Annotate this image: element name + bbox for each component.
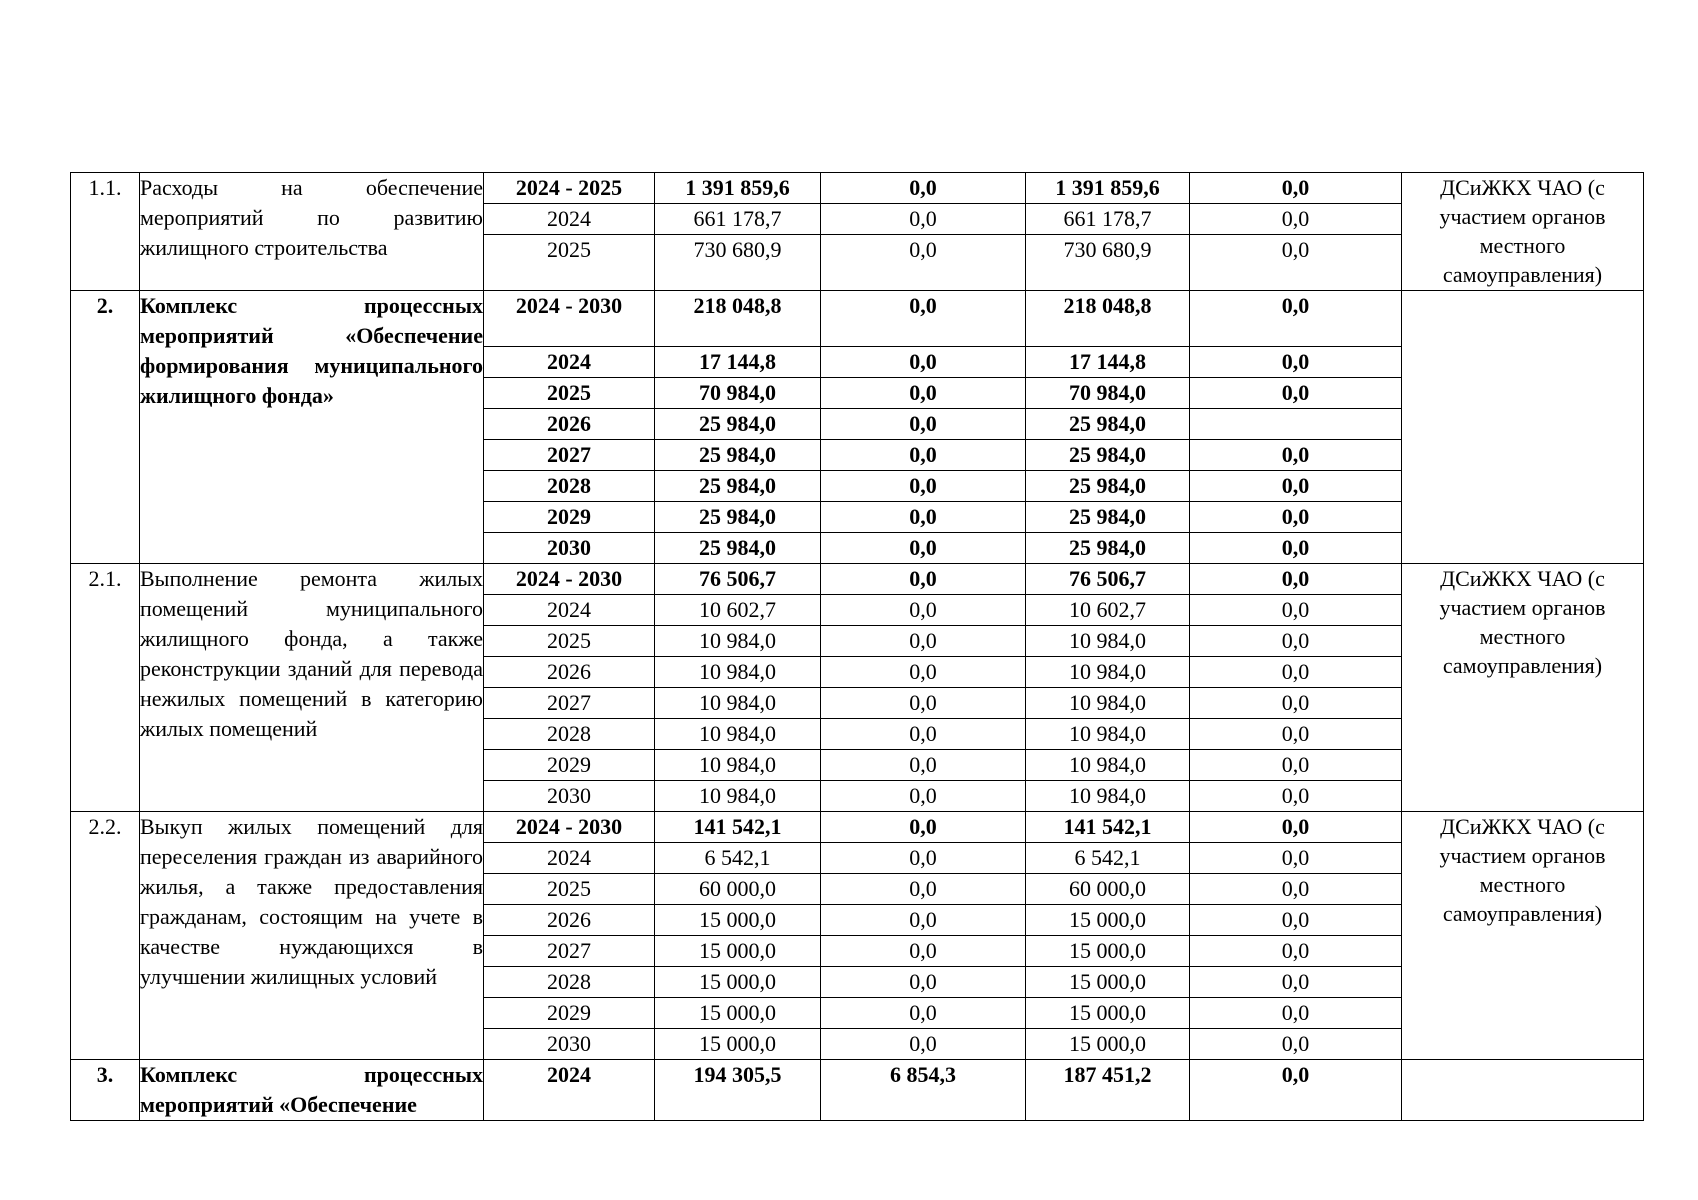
total-cell: 10 602,7: [655, 595, 821, 626]
district-budget-cell: 1 391 859,6: [1026, 173, 1190, 204]
responsible-executor: [1402, 291, 1644, 564]
period-cell: 2028: [484, 471, 655, 502]
federal-budget-cell: 0,0: [821, 657, 1026, 688]
local-budget-cell: 0,0: [1190, 378, 1402, 409]
federal-budget-cell: 0,0: [821, 626, 1026, 657]
district-budget-cell: 60 000,0: [1026, 874, 1190, 905]
period-cell: 2025: [484, 235, 655, 291]
item-name: Расходы на обеспечение мероприятий по развитию жилищного строительства: [140, 173, 484, 291]
period-cell: 2028: [484, 967, 655, 998]
period-cell: 2024: [484, 843, 655, 874]
period-cell: 2030: [484, 1029, 655, 1060]
period-cell: 2024: [484, 595, 655, 626]
total-cell: 6 542,1: [655, 843, 821, 874]
district-budget-cell: 25 984,0: [1026, 471, 1190, 502]
federal-budget-cell: 6 854,3: [821, 1060, 1026, 1121]
local-budget-cell: 0,0: [1190, 291, 1402, 347]
federal-budget-cell: 0,0: [821, 905, 1026, 936]
total-cell: 15 000,0: [655, 998, 821, 1029]
total-cell: 15 000,0: [655, 1029, 821, 1060]
item-name: Выполнение ремонта жилых помещений муниципального жилищного фонда, а также реконструкции зданий для перевода нежилых помещений в категорию жилых помещений: [140, 564, 484, 812]
period-cell: 2030: [484, 781, 655, 812]
federal-budget-cell: 0,0: [821, 378, 1026, 409]
local-budget-cell: 0,0: [1190, 440, 1402, 471]
local-budget-cell: 0,0: [1190, 688, 1402, 719]
district-budget-cell: 15 000,0: [1026, 998, 1190, 1029]
district-budget-cell: 187 451,2: [1026, 1060, 1190, 1121]
district-budget-cell: 25 984,0: [1026, 409, 1190, 440]
item-name: Комплекс процессных мероприятий «Обеспечение: [140, 1060, 484, 1121]
district-budget-cell: 661 178,7: [1026, 204, 1190, 235]
total-cell: 15 000,0: [655, 967, 821, 998]
table-row: [71, 812, 1644, 843]
federal-budget-cell: 0,0: [821, 440, 1026, 471]
total-cell: 1 391 859,6: [655, 173, 821, 204]
period-cell: 2025: [484, 874, 655, 905]
local-budget-cell: 0,0: [1190, 347, 1402, 378]
local-budget-cell: 0,0: [1190, 936, 1402, 967]
federal-budget-cell: 0,0: [821, 471, 1026, 502]
district-budget-cell: 15 000,0: [1026, 967, 1190, 998]
total-cell: 15 000,0: [655, 905, 821, 936]
federal-budget-cell: 0,0: [821, 967, 1026, 998]
period-cell: 2025: [484, 378, 655, 409]
period-cell: 2026: [484, 905, 655, 936]
local-budget-cell: 0,0: [1190, 781, 1402, 812]
local-budget-cell: 0,0: [1190, 564, 1402, 595]
total-cell: 218 048,8: [655, 291, 821, 347]
table-row: [71, 564, 1644, 595]
local-budget-cell: 0,0: [1190, 750, 1402, 781]
total-cell: 194 305,5: [655, 1060, 821, 1121]
district-budget-cell: 10 602,7: [1026, 595, 1190, 626]
period-cell: 2026: [484, 409, 655, 440]
total-cell: 730 680,9: [655, 235, 821, 291]
total-cell: 10 984,0: [655, 657, 821, 688]
federal-budget-cell: 0,0: [821, 998, 1026, 1029]
responsible-executor: ДСиЖКХ ЧАО (с участием органов местного самоуправления): [1402, 564, 1644, 812]
local-budget-cell: 0,0: [1190, 204, 1402, 235]
district-budget-cell: 141 542,1: [1026, 812, 1190, 843]
district-budget-cell: 10 984,0: [1026, 719, 1190, 750]
district-budget-cell: 15 000,0: [1026, 905, 1190, 936]
item-number: 2.: [71, 291, 140, 564]
local-budget-cell: 0,0: [1190, 173, 1402, 204]
table-row: [71, 291, 1644, 347]
table-row: [71, 173, 1644, 204]
period-cell: 2024: [484, 1060, 655, 1121]
item-number: 2.2.: [71, 812, 140, 1060]
responsible-executor: ДСиЖКХ ЧАО (с участием органов местного самоуправления): [1402, 173, 1644, 291]
period-cell: 2027: [484, 440, 655, 471]
table-row: [71, 1060, 1644, 1121]
district-budget-cell: 15 000,0: [1026, 1029, 1190, 1060]
federal-budget-cell: 0,0: [821, 204, 1026, 235]
federal-budget-cell: 0,0: [821, 688, 1026, 719]
total-cell: 10 984,0: [655, 719, 821, 750]
local-budget-cell: 0,0: [1190, 626, 1402, 657]
local-budget-cell: 0,0: [1190, 905, 1402, 936]
federal-budget-cell: 0,0: [821, 936, 1026, 967]
district-budget-cell: 25 984,0: [1026, 533, 1190, 564]
local-budget-cell: 0,0: [1190, 719, 1402, 750]
federal-budget-cell: 0,0: [821, 564, 1026, 595]
federal-budget-cell: 0,0: [821, 719, 1026, 750]
local-budget-cell: [1190, 409, 1402, 440]
period-cell: 2029: [484, 998, 655, 1029]
local-budget-cell: 0,0: [1190, 502, 1402, 533]
period-cell: 2027: [484, 688, 655, 719]
district-budget-cell: 6 542,1: [1026, 843, 1190, 874]
local-budget-cell: 0,0: [1190, 1060, 1402, 1121]
item-number: 2.1.: [71, 564, 140, 812]
item-name: Выкуп жилых помещений для переселения граждан из аварийного жилья, а также предоставления гражданам, состоящим на учете в качестве нуждающихся в улучшении жилищных условий: [140, 812, 484, 1060]
total-cell: 25 984,0: [655, 502, 821, 533]
item-number: 3.: [71, 1060, 140, 1121]
period-cell: 2027: [484, 936, 655, 967]
federal-budget-cell: 0,0: [821, 781, 1026, 812]
total-cell: 25 984,0: [655, 471, 821, 502]
total-cell: 70 984,0: [655, 378, 821, 409]
district-budget-cell: 730 680,9: [1026, 235, 1190, 291]
period-cell: 2024 - 2030: [484, 291, 655, 347]
federal-budget-cell: 0,0: [821, 291, 1026, 347]
federal-budget-cell: 0,0: [821, 1029, 1026, 1060]
federal-budget-cell: 0,0: [821, 874, 1026, 905]
total-cell: 10 984,0: [655, 750, 821, 781]
responsible-executor: [1402, 1060, 1644, 1121]
federal-budget-cell: 0,0: [821, 347, 1026, 378]
local-budget-cell: 0,0: [1190, 235, 1402, 291]
total-cell: 10 984,0: [655, 781, 821, 812]
total-cell: 15 000,0: [655, 936, 821, 967]
district-budget-cell: 10 984,0: [1026, 688, 1190, 719]
federal-budget-cell: 0,0: [821, 235, 1026, 291]
district-budget-cell: 218 048,8: [1026, 291, 1190, 347]
district-budget-cell: 17 144,8: [1026, 347, 1190, 378]
period-cell: 2024 - 2025: [484, 173, 655, 204]
total-cell: 141 542,1: [655, 812, 821, 843]
local-budget-cell: 0,0: [1190, 874, 1402, 905]
district-budget-cell: 15 000,0: [1026, 936, 1190, 967]
district-budget-cell: 10 984,0: [1026, 750, 1190, 781]
federal-budget-cell: 0,0: [821, 843, 1026, 874]
local-budget-cell: 0,0: [1190, 657, 1402, 688]
federal-budget-cell: 0,0: [821, 750, 1026, 781]
district-budget-cell: 76 506,7: [1026, 564, 1190, 595]
district-budget-cell: 70 984,0: [1026, 378, 1190, 409]
period-cell: 2024: [484, 347, 655, 378]
total-cell: 25 984,0: [655, 409, 821, 440]
federal-budget-cell: 0,0: [821, 409, 1026, 440]
district-budget-cell: 25 984,0: [1026, 440, 1190, 471]
total-cell: 60 000,0: [655, 874, 821, 905]
federal-budget-cell: 0,0: [821, 533, 1026, 564]
local-budget-cell: 0,0: [1190, 533, 1402, 564]
district-budget-cell: 25 984,0: [1026, 502, 1190, 533]
local-budget-cell: 0,0: [1190, 998, 1402, 1029]
district-budget-cell: 10 984,0: [1026, 657, 1190, 688]
responsible-executor: ДСиЖКХ ЧАО (с участием органов местного самоуправления): [1402, 812, 1644, 1060]
district-budget-cell: 10 984,0: [1026, 626, 1190, 657]
period-cell: 2024 - 2030: [484, 812, 655, 843]
local-budget-cell: 0,0: [1190, 812, 1402, 843]
period-cell: 2026: [484, 657, 655, 688]
total-cell: 76 506,7: [655, 564, 821, 595]
federal-budget-cell: 0,0: [821, 812, 1026, 843]
total-cell: 25 984,0: [655, 440, 821, 471]
period-cell: 2024: [484, 204, 655, 235]
period-cell: 2029: [484, 502, 655, 533]
period-cell: 2029: [484, 750, 655, 781]
period-cell: 2030: [484, 533, 655, 564]
local-budget-cell: 0,0: [1190, 471, 1402, 502]
local-budget-cell: 0,0: [1190, 843, 1402, 874]
item-name: Комплекс процессных мероприятий «Обеспечение формирования муниципального жилищного фонда»: [140, 291, 484, 564]
district-budget-cell: 10 984,0: [1026, 781, 1190, 812]
period-cell: 2028: [484, 719, 655, 750]
local-budget-cell: 0,0: [1190, 595, 1402, 626]
period-cell: 2024 - 2030: [484, 564, 655, 595]
total-cell: 10 984,0: [655, 626, 821, 657]
period-cell: 2025: [484, 626, 655, 657]
local-budget-cell: 0,0: [1190, 967, 1402, 998]
total-cell: 17 144,8: [655, 347, 821, 378]
item-number: 1.1.: [71, 173, 140, 291]
local-budget-cell: 0,0: [1190, 1029, 1402, 1060]
federal-budget-cell: 0,0: [821, 595, 1026, 626]
total-cell: 25 984,0: [655, 533, 821, 564]
financing-table: [70, 172, 1644, 1121]
total-cell: 661 178,7: [655, 204, 821, 235]
total-cell: 10 984,0: [655, 688, 821, 719]
federal-budget-cell: 0,0: [821, 502, 1026, 533]
federal-budget-cell: 0,0: [821, 173, 1026, 204]
